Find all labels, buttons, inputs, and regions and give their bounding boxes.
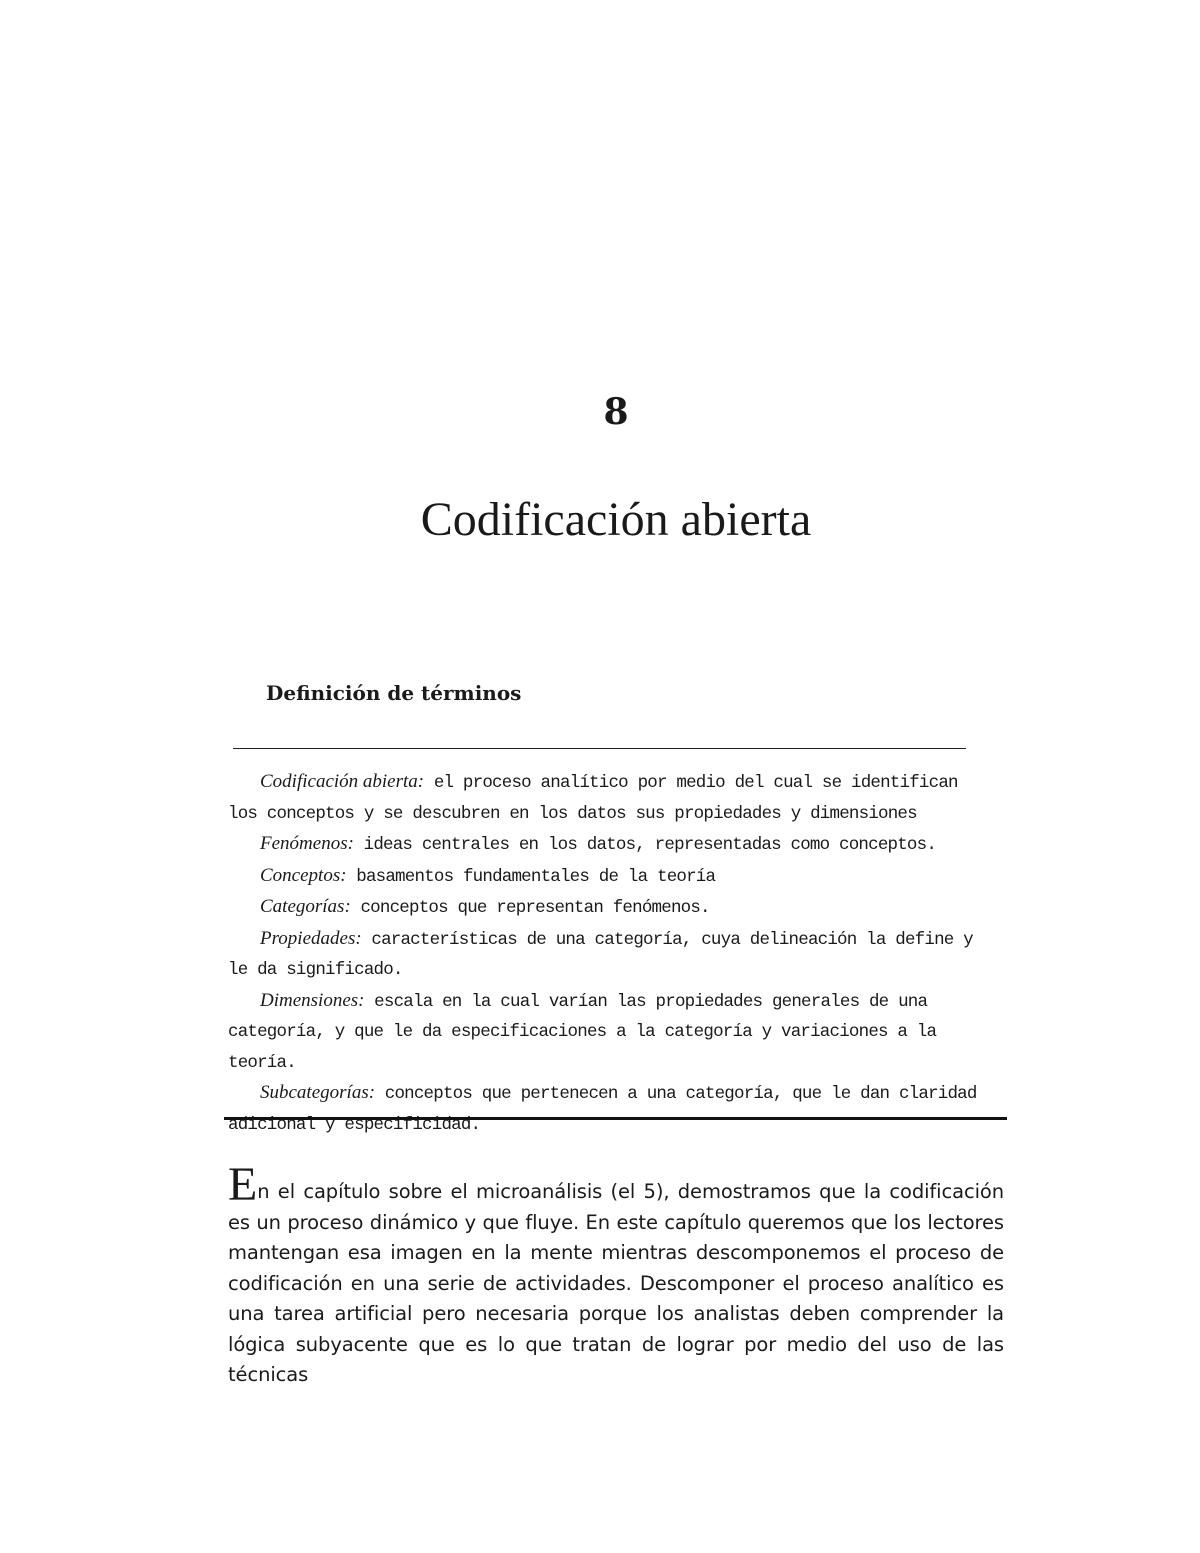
section-heading: Definición de términos [266, 681, 522, 705]
paragraph-text: n el capítulo sobre el microanálisis (el 5), demostramos que la codificación es un proceso dinámico y que fluye. En este capítulo queremos que los lectores mantengan esa imagen en la mente mientras descomponemos el proceso de codificación en una serie de actividades. Descomponer el proceso analítico es una tarea artificial pero necesaria porque los analistas deben comprender la lógica subyacente que es lo que tratan de lograr por medio del uso de las técnicas [228, 1180, 1004, 1386]
definition-text: conceptos que pertenecen a una categoría, que le dan claridad adicional y especificidad. [228, 1084, 977, 1135]
definition-text: características de una categoría, cuya delineación la define y le da significado. [228, 929, 973, 980]
definition-entry [228, 861, 993, 893]
definition-term: Categorías: [260, 896, 351, 917]
definition-entry [228, 1078, 993, 1140]
drop-cap: E [228, 1158, 258, 1211]
definitions-list [228, 767, 993, 1140]
definition-text: basamentos fundamentales de la teoría [346, 866, 716, 887]
definition-text: el proceso analítico por medio del cual se identifican los conceptos y se descubren en los datos sus propiedades y dimensiones [228, 773, 958, 824]
definition-term: Fenómenos: [260, 833, 354, 854]
definition-text: ideas centrales en los datos, representadas como conceptos. [353, 835, 937, 855]
chapter-title: Codificación abierta [420, 493, 812, 546]
definition-text: conceptos que representan fenómenos. [350, 898, 710, 918]
definition-term: Propiedades: [260, 927, 362, 949]
definition-entry [228, 767, 993, 829]
body-paragraph [228, 1158, 1004, 1391]
definition-entry [228, 986, 993, 1079]
definition-entry [228, 829, 993, 861]
definition-term: Subcategorías: [260, 1082, 376, 1103]
definition-entry [228, 924, 993, 986]
definition-term: Dimensiones: [260, 989, 365, 1011]
bottom-divider [224, 1117, 1007, 1120]
definition-term: Conceptos: [260, 864, 347, 886]
chapter-number: 8 [603, 391, 629, 433]
definition-text: escala en la cual varían las propiedades generales de una categoría, y que le da especificaciones a la categoría y variaciones a la teoría. [228, 991, 937, 1073]
definition-entry [228, 892, 993, 924]
definition-term: Codificación abierta: [260, 771, 425, 792]
top-divider [233, 748, 966, 749]
